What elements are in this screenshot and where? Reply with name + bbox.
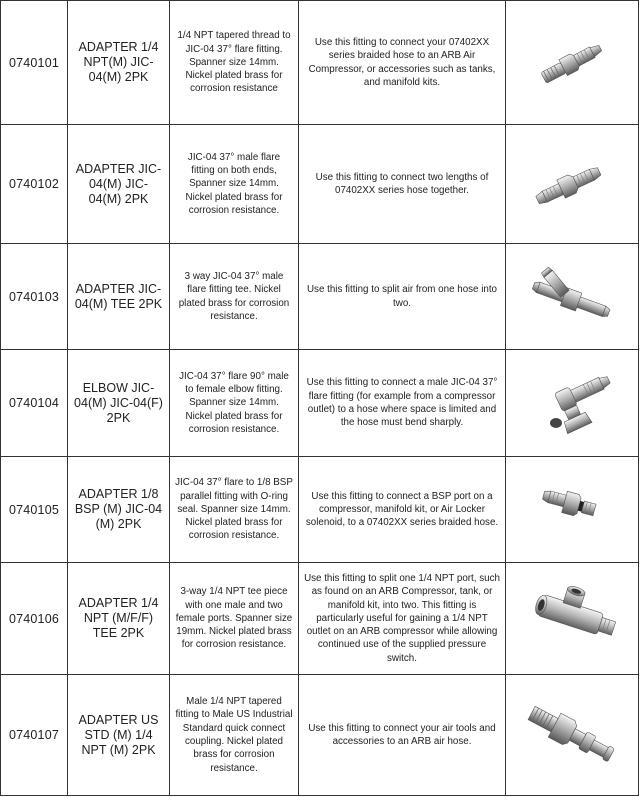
table-row <box>1 563 639 675</box>
product-usage: Use this fitting to connect two lengths of 07402XX series hose together. <box>299 125 506 244</box>
product-name: ELBOW JIC-04(M) JIC-04(F) 2PK <box>68 350 170 457</box>
table-row <box>1 675 639 796</box>
table-row <box>1 125 639 244</box>
product-image-cell <box>506 1 639 125</box>
product-description: 3 way JIC-04 37° male flare fitting tee. Nickel plated brass for corrosion resistance. <box>170 244 299 350</box>
part-number: 0740106 <box>1 563 68 675</box>
product-usage: Use this fitting to split air from one hose into two. <box>299 244 506 350</box>
tee-adapter-icon <box>512 262 632 332</box>
product-name: ADAPTER US STD (M) 1/4 NPT (M) 2PK <box>68 675 170 796</box>
product-name: ADAPTER 1/8 BSP (M) JIC-04 (M) 2PK <box>68 457 170 563</box>
product-description: 3-way 1/4 NPT tee piece with one male and two female ports. Spanner size 19mm. Nickel plated brass for corrosion resistance. <box>170 563 299 675</box>
part-number: 0740102 <box>1 125 68 244</box>
product-usage: Use this fitting to connect a BSP port on a compressor, manifold kit, or Air Locker solenoid, to a 07402XX series braided hose. <box>299 457 506 563</box>
npt-tee-icon <box>512 574 632 664</box>
elbow-fitting-icon <box>512 363 632 443</box>
product-name: ADAPTER 1/4 NPT (M/F/F) TEE 2PK <box>68 563 170 675</box>
product-name: ADAPTER JIC-04(M) JIC-04(M) 2PK <box>68 125 170 244</box>
product-usage: Use this fitting to connect a male JIC-04 37° flare fitting (for example from a compressor outlet) to a hose where space is limited and the hose must bend sharply. <box>299 350 506 457</box>
product-description: JIC-04 37° flare 90° male to female elbow fitting. Spanner size 14mm. Nickel plated brass for corrosion resistance. <box>170 350 299 457</box>
product-image-cell <box>506 350 639 457</box>
product-name: ADAPTER 1/4 NPT(M) JIC-04(M) 2PK <box>68 1 170 125</box>
product-usage: Use this fitting to connect your 07402XX series braided hose to an ARB Air Compressor, or accessories such as tanks, and manifold kits. <box>299 1 506 125</box>
product-description: Male 1/4 NPT tapered fitting to Male US Industrial Standard quick connect coupling. Nickel plated brass for corrosion resistance. <box>170 675 299 796</box>
product-image-cell <box>506 563 639 675</box>
table-row <box>1 350 639 457</box>
product-description: JIC-04 37° male flare fitting on both ends, Spanner size 14mm. Nickel plated brass for corrosion resistance. <box>170 125 299 244</box>
part-number: 0740104 <box>1 350 68 457</box>
product-image-cell <box>506 457 639 563</box>
product-image-cell <box>506 125 639 244</box>
double-flare-adapter-icon <box>512 149 632 219</box>
product-usage: Use this fitting to connect your air tools and accessories to an ARB air hose. <box>299 675 506 796</box>
table-row <box>1 457 639 563</box>
table-row <box>1 244 639 350</box>
part-number: 0740101 <box>1 1 68 125</box>
product-description: JIC-04 37° flare to 1/8 BSP parallel fitting with O-ring seal. Spanner size 14mm. Nickel plated brass for corrosion resistance. <box>170 457 299 563</box>
product-image-cell <box>506 244 639 350</box>
bsp-adapter-icon <box>512 475 632 545</box>
product-image-cell <box>506 675 639 796</box>
part-number: 0740103 <box>1 244 68 350</box>
quick-connect-coupler-icon <box>512 690 632 780</box>
product-description: 1/4 NPT tapered thread to JIC-04 37° flare fitting. Spanner size 14mm. Nickel plated brass for corrosion resistance <box>170 1 299 125</box>
product-name: ADAPTER JIC-04(M) TEE 2PK <box>68 244 170 350</box>
table-row <box>1 1 639 125</box>
straight-adapter-icon <box>512 28 632 98</box>
part-number: 0740107 <box>1 675 68 796</box>
part-number: 0740105 <box>1 457 68 563</box>
product-usage: Use this fitting to split one 1/4 NPT port, such as found on an ARB Compressor, tank, or manifold kit, into two. This fitting is particularly useful for gaining a 1/4 NPT outlet on an ARB compressor while allowing continued use of the supplied pressure switch. <box>299 563 506 675</box>
